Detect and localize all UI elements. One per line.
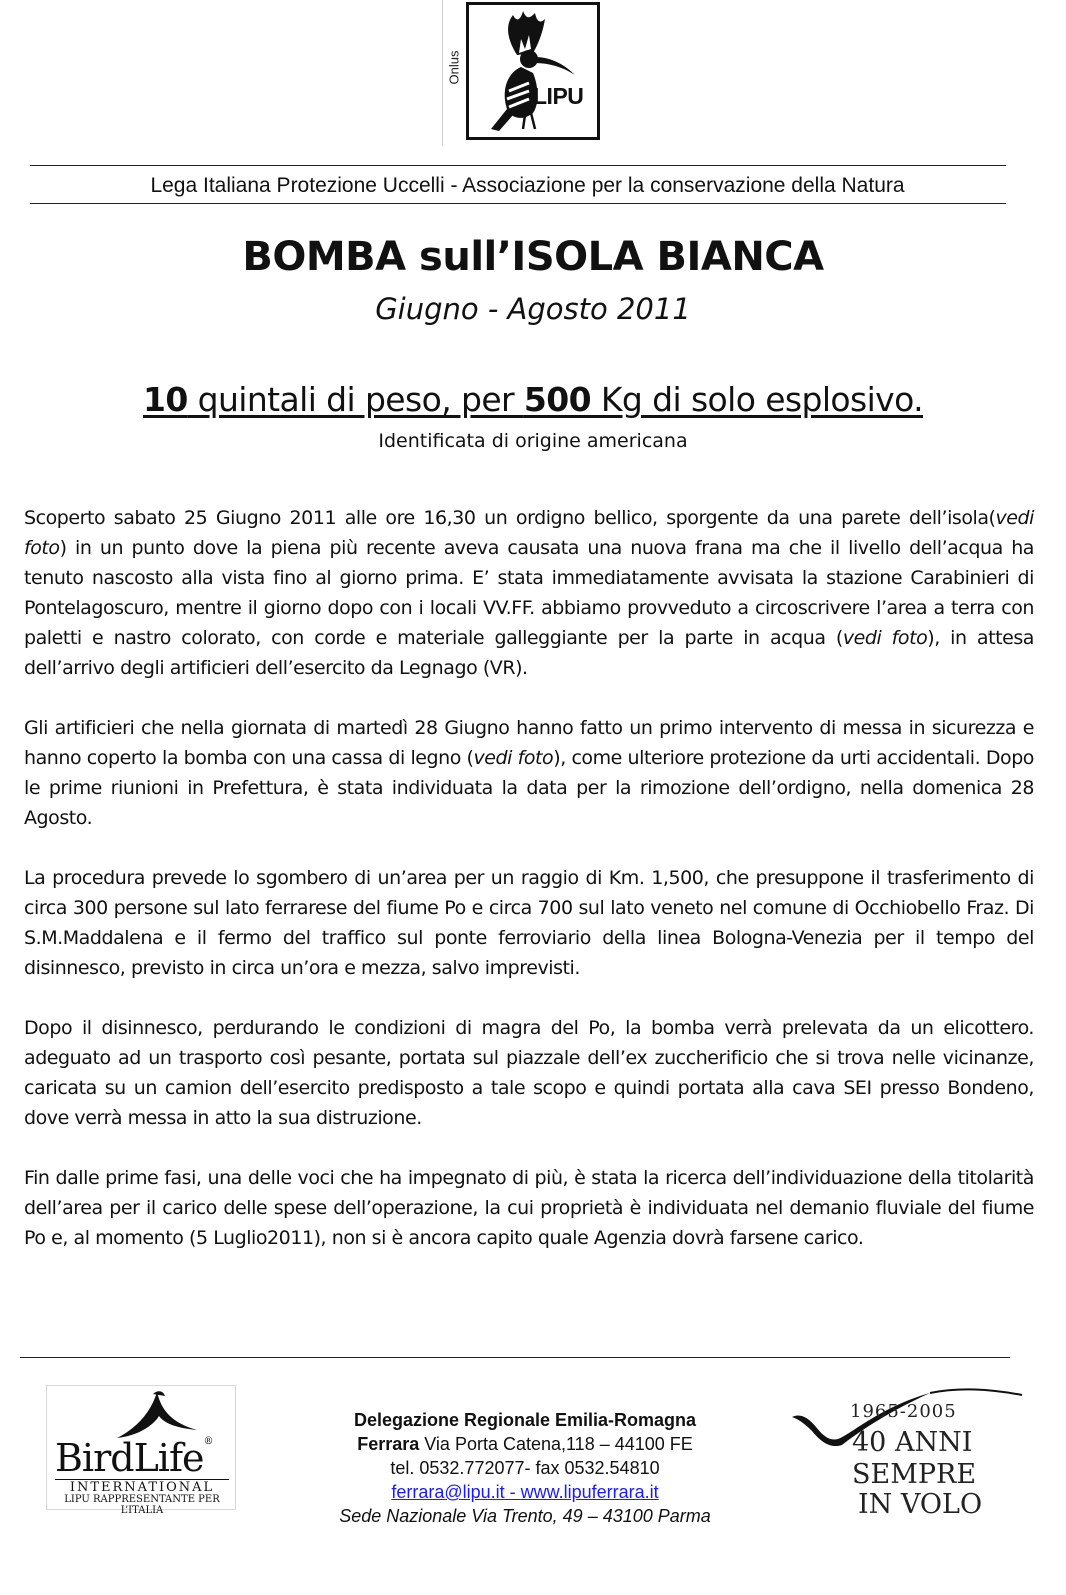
paragraph-4: Dopo il disinnesco, perdurando le condizioni di magra del Po, la bomba verrà prelevata da un elicottero. adeguato ad un trasporto così pesante, portata sul piazzale dell’ex zuccherificio che si trova nelle vicinanze, caricata su un camion dell’esercito predisposto a tale scopo e quindi portata alla cava SEI presso Bondeno, dove verrà messa in atto la sua distruzione. [24,1017,1034,1129]
anniversary-line-2: SEMPRE [852,1459,977,1490]
phone-line: tel. 0532.772077- fax 0532.54810 [390,1458,660,1478]
logo-divider [442,0,443,146]
birdlife-bird-icon [107,1388,207,1442]
photo-ref: vedi foto [473,747,554,769]
headline-text-2: Kg di solo esplosivo. [590,380,923,419]
article-body [24,503,1034,1283]
web-line [300,1480,750,1504]
headline-explosive: 500 [523,380,591,419]
delegation-name: Delegazione Regionale Emilia-Romagna [353,1410,697,1430]
anniversary-years: 1965-2005 [850,1401,957,1422]
paragraph-5: Fin dalle prime fasi, una delle voci che ha impegnato di più, è stata la ricerca dell’individuazione della titolarità dell’area per il carico delle spese dell’operazione, la cui proprietà è individuata nel demanio fluviale del fiume Po e, al momento (5 Luglio2011), non si è ancora capito quale Agenzia dovrà farsene carico. [24,1167,1034,1249]
headline-weight: 10 [143,380,188,419]
contact-block [300,1408,750,1528]
page-subtitle: Giugno - Agosto 2011 [375,292,691,326]
birdlife-representative: LIPU RAPPRESENTANTE PER L’ITALIA [64,1494,220,1516]
website-link[interactable]: www.lipuferrara.it [520,1482,659,1502]
footer-rule [20,1357,1010,1358]
hoopoe-icon [477,9,597,135]
header-rule-bottom [30,203,1006,204]
lipu-logo [442,0,614,146]
headquarters-line: Sede Nazionale Via Trento, 49 – 43100 Parma [339,1506,711,1526]
origin-note: Identificata di origine americana [378,430,688,452]
birdlife-international: INTERNATIONAL [55,1479,229,1495]
headline [0,380,1066,419]
association-name: Lega Italiana Protezione Uccelli - Associazione per la conservazione della Natura [150,174,905,197]
paragraph-1: Scoperto sabato 25 Giugno 2011 alle ore 16,30 un ordigno bellico, sporgente da una parete dell’isola(vedi foto) in un punto dove la piena più recente aveva causata una nuova frana ma che il livello dell’acqua ha tenuto nascosto alla vista fino al giorno prima. E’ stata immediatamente avvisata la stazione Carabinieri di Pontelagoscuro, mentre il giorno dopo con i locali VV.FF. abbiamo provveduto a circoscrivere l’area a terra con paletti e nastro colorato, con corde e materiale galleggiante per la parte in acqua (vedi foto), in attesa dell’arrivo degli artificieri dell’esercito da Legnago (VR). [24,507,1034,679]
photo-ref: vedi foto [842,627,928,649]
email-link[interactable]: ferrara@lipu.it - [391,1482,521,1502]
page-title: BOMBA sull’ISOLA BIANCA [242,234,824,280]
birdlife-name: BirdLife® [55,1436,213,1480]
logo-wordmark: LIPU [533,83,584,109]
paragraph-3: La procedura prevede lo sgombero di un’area per un raggio di Km. 1,500, che presuppone il trasferimento di circa 300 persone sul lato ferrarese del fiume Po e circa 700 sul lato veneto nel comune di Occhiobello Fraz. Di S.M.Maddalena e il fermo del traffico sul ponte ferroviario della linea Bologna-Venezia per il tempo del disinnesco, previsto in circa un’ora e mezza, salvo imprevisti. [24,867,1034,979]
photo-ref: vedi foto [24,507,1034,559]
address-line: Ferrara Via Porta Catena,118 – 44100 FE [357,1434,693,1454]
anniversary-logo [790,1383,1026,1523]
logo-onlus-label: Onlus [446,50,462,85]
logo-box [466,2,600,140]
anniversary-line-1: 40 ANNI [852,1427,973,1458]
birdlife-logo [46,1385,236,1516]
header-rule-top [30,165,1006,166]
paragraph-2: Gli artificieri che nella giornata di martedì 28 Giugno hanno fatto un primo intervento di messa in sicurezza e hanno coperto la bomba con una cassa di legno (vedi foto), come ulteriore protezione da urti accidentali. Dopo le prime riunioni in Prefettura, è stata individuata la data per la rimozione dell’ordigno, nella domenica 28 Agosto. [24,717,1034,829]
headline-text-1: quintali di peso, per [187,380,524,419]
anniversary-line-3: IN VOLO [858,1489,983,1520]
